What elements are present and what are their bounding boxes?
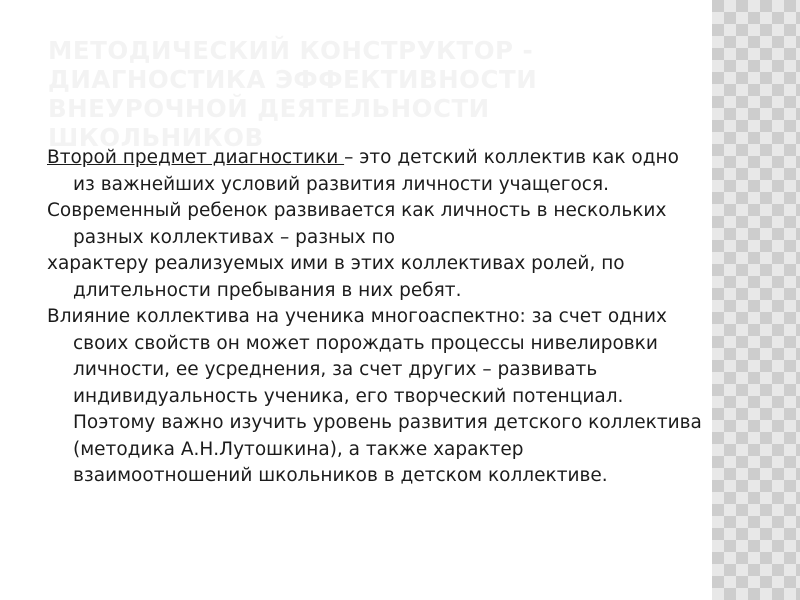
paragraph-1-lead: Второй предмет диагностики xyxy=(47,147,345,168)
slide-body xyxy=(47,145,702,490)
decorative-side-panel xyxy=(712,0,800,600)
paragraph-1 xyxy=(47,145,702,198)
paragraph-1-text: – это детский коллектив как одно из важнейших условий развития личности учащегося. xyxy=(73,147,679,195)
paragraph-2: Современный ребенок развивается как личность в нескольких разных коллективах – разных по xyxy=(47,200,667,248)
paragraph-4: Влияние коллектива на ученика многоаспектно: за счет одних своих свойств он может порождать процессы нивелировки личности, ее усреднения, за счет других – развивать индивидуальность ученика, его творческий потенциал. Поэтому важно изучить уровень развития детского коллектива (методика А.Н.Лутошкина), а также характер взаимоотношений школьников в детском коллективе. xyxy=(47,306,702,486)
slide-title: МЕТОДИЧЕСКИЙ КОНСТРУКТОР - ДИАГНОСТИКА ЭФФЕКТИВНОСТИ ВНЕУРОЧНОЙ ДЕЯТЕЛЬНОСТИ ШКОЛЬНИКОВ xyxy=(48,36,538,152)
paragraph-3: характеру реализуемых ими в этих коллективах ролей, по длительности пребывания в них ребят. xyxy=(47,253,625,301)
